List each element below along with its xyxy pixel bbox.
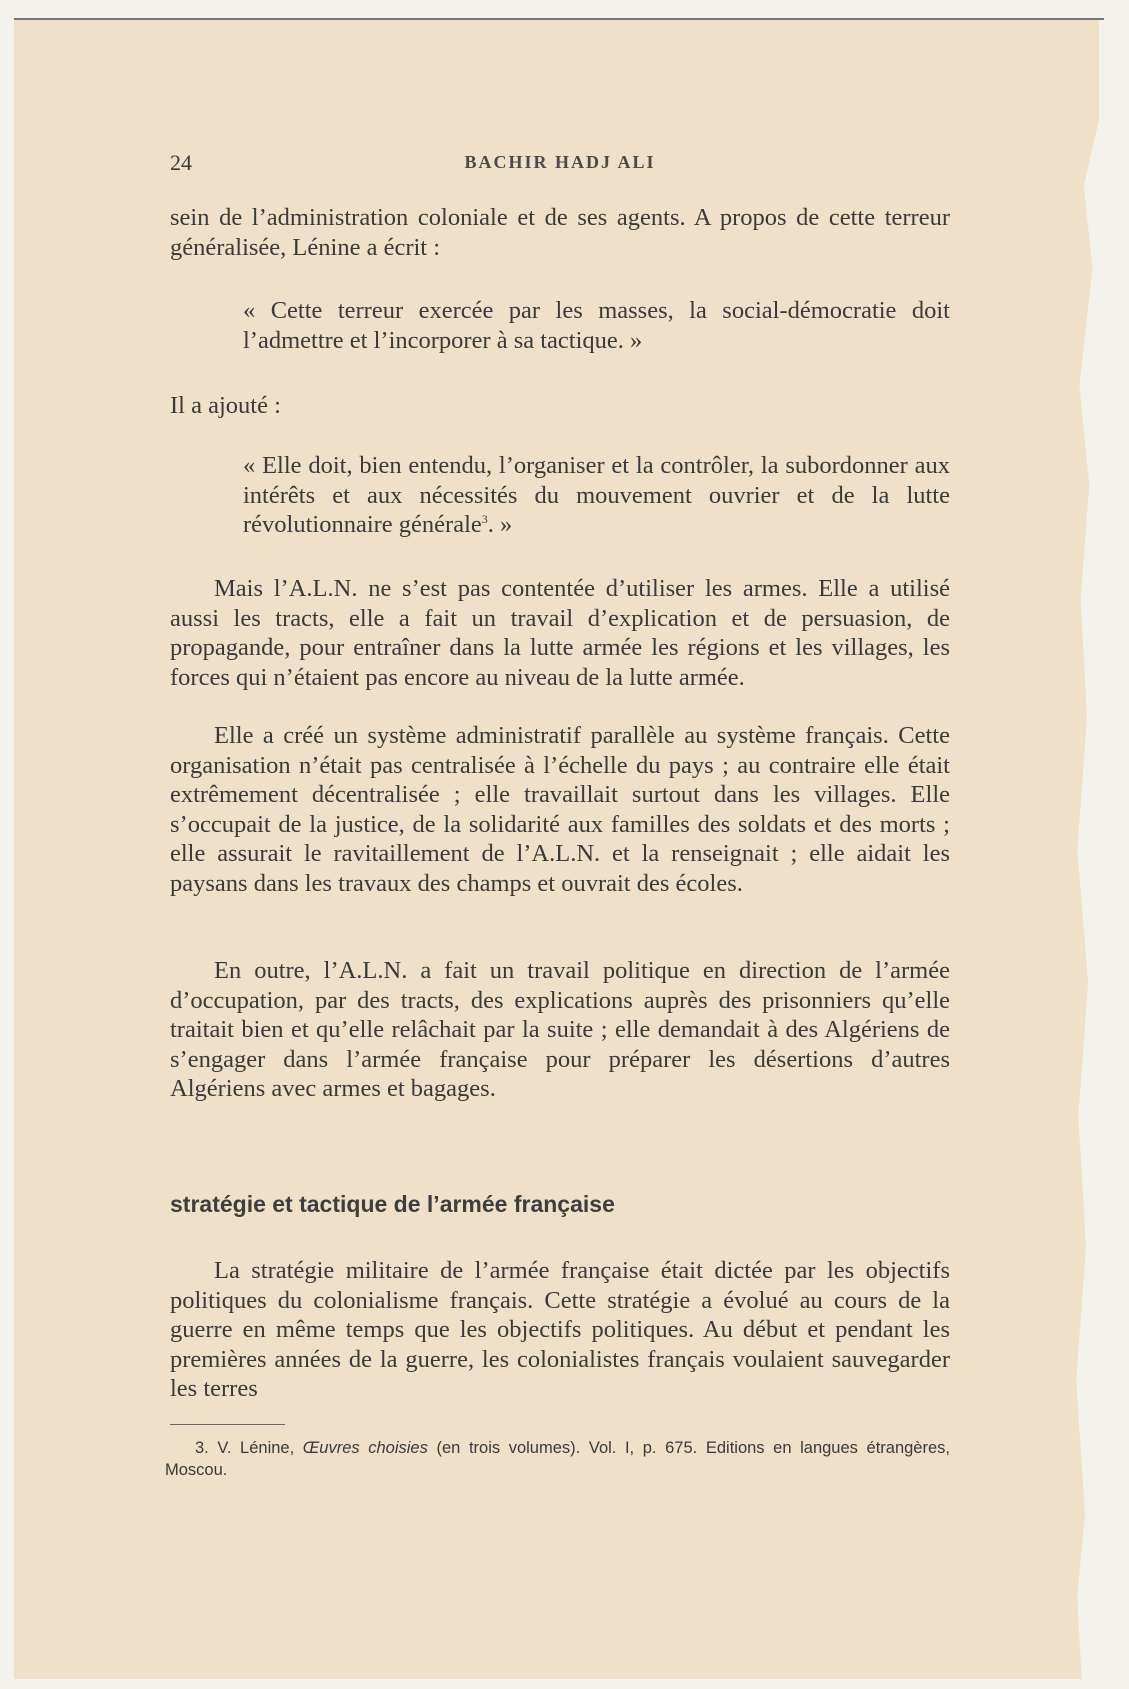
paragraph-3: Mais l’A.L.N. ne s’est pas contentée d’utiliser les armes. Elle a utilisé aussi les tracts, elle a fait un travail d’explication et de persuasion, de propagande, pour entraîner dans la lutte armée les régions et les villages, les forces qui n’étaient pas encore au niveau de la lutte armée. [170,575,950,691]
paragraph-5: En outre, l’A.L.N. a fait un travail politique en direction de l’armée d’occupation, par des tracts, des explications auprès des prisonniers qu’elle traitait bien et qu’elle relâchait par la suite ; elle demandait à des Algériens de s’engager dans l’armée française pour préparer les désertions d’autres Algériens avec armes et bagages. [170,957,950,1102]
running-title: BACHIR HADJ ALI [464,152,656,172]
paragraph-6: La stratégie militaire de l’armée française était dictée par les objectifs politiques du colonialisme français. Cette stratégie a évolué au cours de la guerre en même temps que les objectifs politiques. Au début et pendant les premières années de la guerre, les colonialistes français voulaient sauvegarder les terres [170,1257,950,1402]
top-edge-line [14,18,1104,20]
paragraph-4: Elle a créé un système administratif parallèle au système français. Cette organisation n’était pas centralisée à l’échelle du pays ; au contraire elle était extrêmement décentralisée ; elle travaillait surtout dans les villages. Elle s’occupait de la justice, de la solidarité aux familles des soldats et des morts ; elle assurait le ravitaillement de l’A.L.N. et la renseignait ; elle aidait les paysans dans les travaux des champs et ouvrait des écoles. [170,722,950,897]
paragraph-2: Il a ajouté : [170,392,281,419]
quote-2-text: « Elle doit, bien entendu, l’organiser et la contrôler, la subordonner aux intérêts et aux nécessités du mouvement ouvrier et de la lutte révolutionnaire générale [243,452,950,538]
footnote [165,1437,950,1481]
quote-2-end: . » [487,511,513,538]
footnote-title: Œuvres choisies [302,1439,428,1457]
running-head [170,150,950,180]
quote-1: « Cette terreur exercée par les masses, la social-démocratie doit l’admettre et l’incorporer à sa tactique. » [243,297,950,354]
footnote-lead: 3. V. Lénine, [195,1439,303,1457]
section-heading: stratégie et tactique de l’armée française [170,1191,615,1217]
paragraph-1: sein de l’administration coloniale et de ses agents. A propos de cette terreur généralisée, Lénine a écrit : [170,204,950,261]
footnote-rest: (en trois volumes). Vol. I, p. 675. Editions en langues étrangères, Moscou. [165,1439,950,1479]
page-number: 24 [170,150,192,175]
quote-2 [243,451,950,540]
footnote-rule [170,1424,285,1425]
footnote-reference: 3 [481,511,488,526]
